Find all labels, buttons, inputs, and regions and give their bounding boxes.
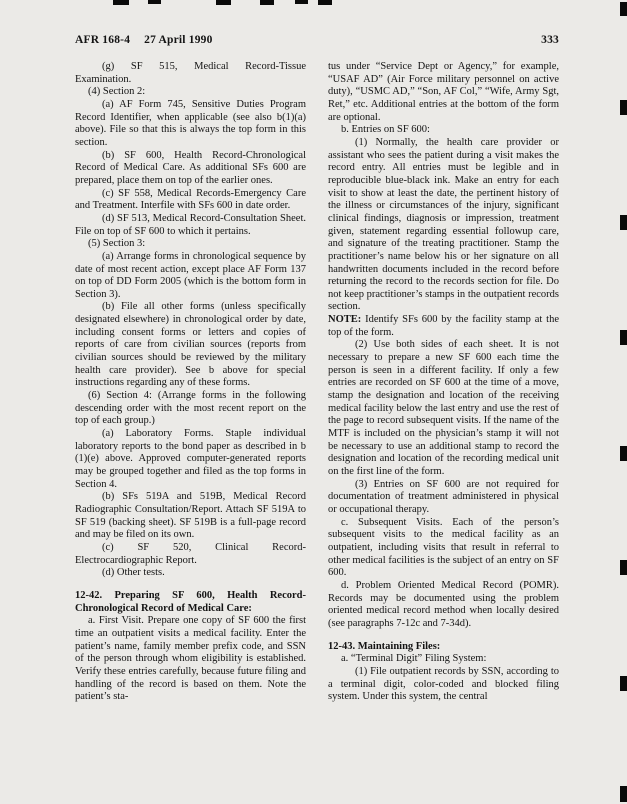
scan-mark: [620, 2, 627, 16]
text-columns: [75, 61, 559, 704]
left-column: [75, 61, 306, 704]
paragraph: (a) Arrange forms in chronological sequence by date of most recent action, except place AF Form 137 on top of DD Form 2005 (which is the bottom form in Section 3).: [75, 250, 306, 300]
note-label: NOTE:: [328, 314, 366, 326]
scan-mark: [620, 215, 627, 230]
paragraph: (c) SF 520, Clinical Record-Electrocardiographic Report.: [75, 541, 306, 566]
paragraph: (b) SFs 519A and 519B, Medical Record Radiographic Consultation/Report. Attach SF 519A to SF 519 (backing sheet). SF 519B is a full-page record and may be filed on its own.: [75, 491, 306, 541]
paragraph: (a) AF Form 745, Sensitive Duties Program Record Identifier, when applicable (see also b(1)(a) above). File so that this is always the top form in this section.: [75, 98, 306, 148]
page-number: 333: [541, 34, 559, 46]
scan-mark: [620, 446, 627, 461]
scan-mark: [620, 786, 627, 802]
scan-mark: [260, 0, 274, 5]
paragraph: a. “Terminal Digit” Filing System:: [341, 653, 487, 665]
paragraph: tus under “Service Dept or Agency,” for example, “USAF AD” (Air Force military personnel on active duty), “USMC AD,” “Son, AF Col,” “Wife, Army Sgt, Ret,” etc. Additional entries at the bottom of the form are optional.: [328, 61, 559, 123]
paragraph: (d) SF 513, Medical Record-Consultation Sheet. File on top of SF 600 to which it pertains.: [75, 212, 306, 237]
paragraph: (g) SF 515, Medical Record-Tissue Examination.: [75, 61, 306, 85]
paragraph: b. Entries on SF 600:: [341, 124, 430, 136]
scan-mark: [620, 676, 627, 691]
paragraph: a. First Visit. Prepare one copy of SF 600 the first time an outpatient visits a medical facility. Enter the patient’s name, family member prefix code, and SSN of the person through whom eligibility is established. Verify these entries carefully, because future filing and handling of the record is based on them. Note the patient’s sta-: [75, 615, 306, 703]
scan-mark: [620, 100, 627, 115]
paragraph: d. Problem Oriented Medical Record (POMR). Records may be documented using the problem oriented medical record method when locally desired (see paragraphs 7-12c and 7-34d).: [328, 579, 559, 629]
paragraph: (c) SF 558, Medical Records-Emergency Care and Treatment. Interfile with SFs 600 in date order.: [75, 187, 306, 212]
scan-mark: [620, 330, 627, 345]
scan-mark: [318, 0, 332, 5]
paragraph: (1) File outpatient records by SSN, according to a terminal digit, color-coded and blocked filing system. Under this system, the central: [328, 665, 559, 703]
scan-mark: [148, 0, 161, 4]
paragraph: (1) Normally, the health care provider or assistant who sees the patient during a visit makes the record entry. All entries must be legible and in reproducible blue-black ink. Make an entry for each visit to show at least the date, the pertinent history of the illness or circumstances of the injury, significant clinical findings, diagnosis or impression, treatment given, statement regarding essential followup care, and signature of the treating practitioner. Stamp the practitioner’s name below his or her signature on all handwritten documents included in the record before returning the record to the records section for file. Do not keep practitioner’s stamps in the outpatient records section.: [328, 136, 559, 313]
section-heading: 12-42. Preparing SF 600, Health Record-Chronological Record of Medical Care:: [75, 589, 306, 614]
paragraph: (5) Section 3:: [88, 238, 146, 250]
paragraph: (d) Other tests.: [102, 567, 165, 579]
section-heading: 12-43. Maintaining Files:: [328, 640, 441, 652]
page-content: [75, 34, 559, 704]
paragraph: NOTE: Identify SFs 600 by the facility stamp at the top of the form.: [328, 314, 559, 338]
paragraph: (4) Section 2:: [88, 86, 146, 98]
right-column: [328, 61, 559, 704]
document-date: 27 April 1990: [144, 34, 213, 46]
scan-mark: [295, 0, 308, 4]
paragraph: (b) File all other forms (unless specifically designated elsewhere) in chronological order by date, including consent forms or letters and copies of reports of care from civilian sources (reports from civilian sources should be reviewed by the military health care provider). See b above for special instructions regarding any of these forms.: [75, 301, 306, 389]
scan-mark: [216, 0, 231, 5]
paragraph: (b) SF 600, Health Record-Chronological Record of Medical Care. As additional SFs 600 are prepared, place them on top of the earlier ones.: [75, 149, 306, 186]
paragraph: (a) Laboratory Forms. Staple individual laboratory reports to the bond paper as described in b (1)(e) above. Approved computer-generated reports may be grouped together and filed as the top forms in Section 4.: [75, 428, 306, 490]
scan-mark: [620, 560, 627, 575]
paragraph: (6) Section 4: (Arrange forms in the following descending order with the most recent report on the top of each group.): [75, 390, 306, 427]
paragraph: (2) Use both sides of each sheet. It is not necessary to prepare a new SF 600 each time the person is seen in a different facility. If only a few entries are recorded on SF 600 at the time of a move, stamp the designation and location of the receiving medical facility below the last entry and use the rest of the page to record subsequent visits. If the name of the MTF is included on the physician’s stamp it will not be necessary to use an additional stamp to record the designation and location of the recording medical unit on the first line of the form.: [328, 339, 559, 477]
paragraph: c. Subsequent Visits. Each of the person’s subsequent visits to the medical facility as an outpatient, including visits that result in referral to other medical facilities is the subject of an entry on SF 600.: [328, 516, 559, 579]
page-header: [75, 34, 559, 46]
document-id: AFR 168-4: [75, 34, 131, 46]
paragraph: (3) Entries on SF 600 are not required for documentation of treatment administered in physical or occupational therapy.: [328, 478, 559, 515]
scan-mark: [113, 0, 129, 5]
